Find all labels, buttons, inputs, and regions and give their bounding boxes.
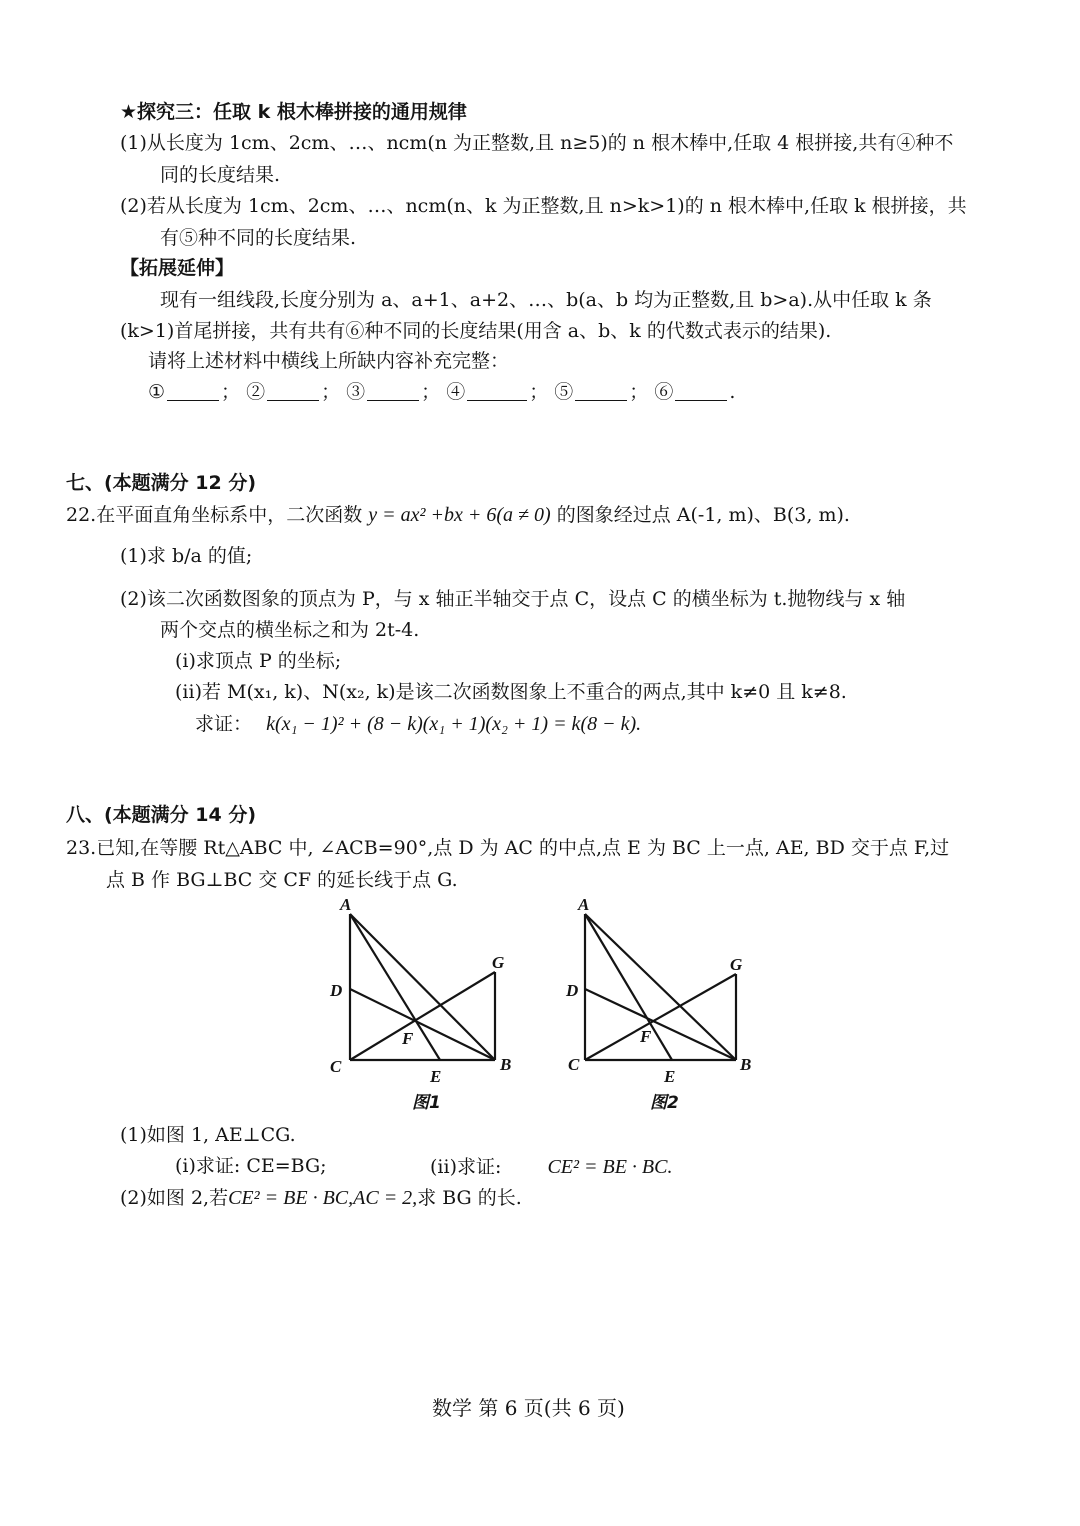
exploration3-title: ★探究三：任取 k 根木棒拼接的通用规律: [120, 101, 467, 123]
figure-1: [350, 914, 495, 1060]
blank-label-4: ④: [446, 381, 466, 403]
answer-blanks: ① ； ② ； ③ ； ④ ； ⑤ ； ⑥ .: [148, 381, 736, 403]
q23-line2: 点 B 作 BG⊥BC 交 CF 的延长线于点 G.: [106, 869, 458, 891]
answer-blank-3[interactable]: [367, 382, 419, 401]
q22-part2-line1: (2)该二次函数图象的顶点为 P，与 x 轴正半轴交于点 C，设点 C 的横坐标为 t.抛物线与 x 轴: [120, 588, 906, 610]
extension-title: 【拓展延伸】: [120, 257, 235, 279]
blank-label-1: ①: [148, 381, 166, 403]
page-footer: 数学 第 6 页(共 6 页): [432, 1396, 625, 1420]
fig1-label-B: B: [500, 1055, 512, 1074]
fig2-label-B: B: [740, 1055, 752, 1074]
q22-prefix: 22.在平面直角坐标系中，二次函数: [66, 504, 363, 526]
answer-blank-6[interactable]: [675, 382, 727, 401]
fig1-caption: 图1: [412, 1093, 441, 1113]
extension-line3: 请将上述材料中横线上所缺内容补充完整：: [148, 350, 510, 372]
q22-prove-label: 求证：: [195, 713, 253, 735]
q23-part2-prefix: (2)如图 2,若: [120, 1187, 229, 1209]
q23-part2-formula: CE² = BE · BC,AC = 2,: [228, 1187, 418, 1209]
fig1-label-C: C: [330, 1057, 342, 1076]
q22-suffix: 的图象经过点 A(-1, m)、B(3, m).: [556, 504, 850, 526]
q22-formula: y = ax² +bx + 6(a ≠ 0): [368, 504, 551, 526]
fig1-segment-DB: [350, 989, 495, 1060]
fig1-segment-CG: [350, 972, 495, 1060]
q22-prove-formula: k(x₁ − 1)² + (8 − k)(x₁ + 1)(x₂ + 1) = k(8 − k).: [266, 713, 642, 735]
q23-part2-suffix: 求 BG 的长.: [417, 1187, 522, 1209]
section8-header: 八、(本题满分 14 分): [66, 804, 257, 826]
fig1-segment-AE: [350, 914, 440, 1060]
fig1-label-G: G: [492, 953, 505, 972]
figure-2: [585, 914, 736, 1060]
fig2-label-F: F: [640, 1027, 652, 1046]
blank-label-2: ②: [246, 381, 266, 403]
q22-part2-ii: (ii)若 M(x₁, k)、N(x₂, k)是该二次函数图象上不重合的两点,其中 k≠0 且 k≠8.: [175, 681, 847, 703]
exploration3-q1-line2: 同的长度结果.: [160, 164, 281, 186]
exploration3-q2-line2: 有⑤种不同的长度结果.: [160, 227, 357, 249]
fig2-label-E: E: [664, 1067, 676, 1086]
q23-part1-ii: [430, 1155, 672, 1179]
q23-part1-i: (i)求证: CE=BG;: [175, 1155, 327, 1177]
fig2-label-D: D: [566, 981, 579, 1000]
fig2-label-G: G: [730, 955, 743, 974]
q22-part2-line2: 两个交点的横坐标之和为 2t-4.: [160, 619, 420, 641]
blank-label-6: ⑥: [654, 381, 674, 403]
q23-line1: 23.已知,在等腰 Rt△ABC 中, ∠ACB=90°,点 D 为 AC 的中点,点 E 为 BC 上一点, AE, BD 交于点 F,过: [66, 837, 950, 859]
answer-blank-4[interactable]: [467, 382, 527, 401]
fig2-segment-DB: [585, 989, 736, 1060]
answer-blank-1[interactable]: [167, 382, 219, 401]
q23-part1-ii-formula: CE² = BE · BC.: [547, 1156, 673, 1178]
q22-part1: (1)求 b/a 的值;: [120, 545, 253, 567]
exploration3-q2-line1: (2)若从长度为 1cm、2cm、…、ncm(n、k 为正整数,且 n>k>1)的 n 根木棒中,任取 k 根拼接，共: [120, 195, 967, 217]
fig1-label-E: E: [430, 1067, 442, 1086]
q22-stem: [66, 503, 850, 527]
section7-header: 七、(本题满分 12 分): [66, 472, 257, 494]
fig1-label-F: F: [402, 1029, 414, 1048]
fig1-label-D: D: [330, 981, 343, 1000]
fig1-label-A: A: [340, 895, 352, 914]
blank-label-5: ⑤: [554, 381, 574, 403]
fig2-caption: 图2: [650, 1093, 679, 1113]
answer-blank-2[interactable]: [267, 382, 319, 401]
fig1-segment-AB: [350, 914, 495, 1060]
q23-part2: [120, 1186, 522, 1210]
q23-part1-ii-label: (ii)求证:: [430, 1156, 502, 1178]
fig2-label-C: C: [568, 1055, 580, 1074]
extension-line2: (k>1)首尾拼接，共有共有⑥种不同的长度结果(用含 a、b、k 的代数式表示的结果).: [120, 320, 832, 342]
exploration3-q1-line1: (1)从长度为 1cm、2cm、…、ncm(n 为正整数,且 n≥5)的 n 根木棒中,任取 4 根拼接,共有④种不: [120, 132, 954, 154]
answer-blank-5[interactable]: [575, 382, 627, 401]
fig2-label-A: A: [578, 895, 590, 914]
q23-part1: (1)如图 1, AE⊥CG.: [120, 1124, 296, 1146]
q22-part2-i: (i)求顶点 P 的坐标;: [175, 650, 342, 672]
blank-label-3: ③: [346, 381, 366, 403]
q22-prove: [195, 712, 641, 736]
geometry-figures: [320, 892, 780, 1124]
extension-line1: 现有一组线段,长度分别为 a、a+1、a+2、…、b(a、b 均为正整数,且 b>a).从中任取 k 条: [160, 289, 932, 311]
